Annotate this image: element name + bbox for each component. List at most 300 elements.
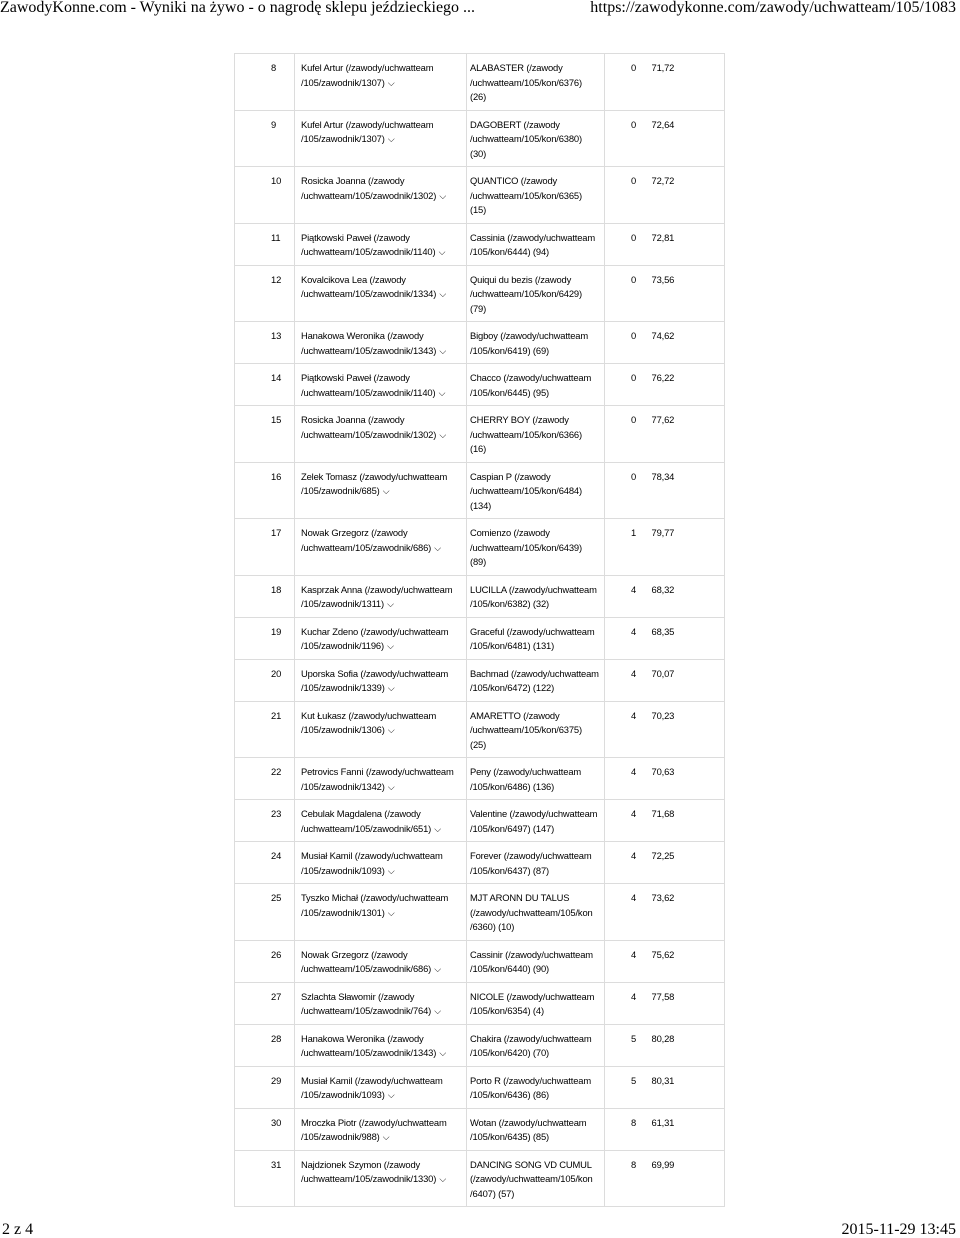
penalty-points: 0: [631, 62, 637, 73]
place-number: 8: [271, 62, 277, 73]
table-row: [235, 110, 725, 167]
penalties-cell: [605, 519, 635, 576]
horse-link-line[interactable]: Caspian P (/zawody: [470, 470, 551, 482]
horse-link-line[interactable]: Wotan (/zawody/uchwatteam: [470, 1116, 587, 1128]
horse-link-line[interactable]: /105/kon/6436) (86): [470, 1089, 549, 1100]
penalty-points: 0: [631, 414, 637, 425]
horse-link-line[interactable]: AMARETTO (/zawody: [470, 709, 560, 721]
rider-link-line[interactable]: Nowak Grzegorz (/zawody: [301, 948, 408, 960]
horse-cell: [467, 519, 605, 576]
penalties-cell: [605, 1108, 635, 1150]
place-number: 23: [271, 808, 282, 819]
time-value: 72,25: [651, 850, 675, 861]
results-table: [234, 53, 725, 1207]
horse-link-line[interactable]: ALABASTER (/zawody: [470, 62, 563, 73]
rider-link-line[interactable]: /105/zawodnik/1301): [301, 906, 385, 918]
time-value: 77,58: [651, 990, 675, 1002]
rider-link-line[interactable]: Hanakowa Weronika (/zawody: [301, 330, 424, 341]
horse-link-line[interactable]: Chacco (/zawody/uchwatteam: [470, 372, 592, 383]
horse-cell: [467, 1066, 605, 1108]
table-row: [235, 223, 725, 265]
chevron-down-icon[interactable]: ⌵: [387, 134, 395, 144]
horse-cell: [467, 167, 605, 224]
horse-link-line[interactable]: (26): [470, 91, 487, 102]
chevron-down-icon[interactable]: ⌵: [439, 345, 447, 356]
place-number: 24: [271, 850, 282, 861]
time-value: 73,62: [651, 892, 675, 903]
rider-link-line[interactable]: Petrovics Fanni (/zawody/uchwatteam: [301, 766, 454, 777]
place-number: 14: [271, 372, 282, 383]
table-row: [235, 1024, 725, 1066]
chevron-down-icon[interactable]: ⌵: [434, 823, 441, 834]
horse-link-line[interactable]: Bachmad (/zawody/uchwatteam: [470, 667, 599, 679]
horse-cell: [467, 940, 605, 982]
place-cell: [235, 1066, 295, 1108]
rider-link-line[interactable]: Kuchar Zdeno (/zawody/uchwatteam: [301, 625, 449, 637]
rider-link-line[interactable]: Kufel Artur (/zawody/uchwatteam: [301, 118, 434, 130]
time-value: 61,31: [651, 1116, 675, 1128]
penalties-cell: [605, 223, 635, 265]
place-cell: [235, 617, 295, 659]
time-cell: [635, 758, 725, 800]
horse-link-line[interactable]: /105/kon/6354) (4): [470, 1005, 544, 1016]
rider-link-line[interactable]: Kut Łukasz (/zawody/uchwatteam: [301, 709, 437, 721]
penalty-points: 4: [631, 709, 637, 721]
time-value: 75,62: [651, 948, 675, 960]
penalties-cell: [605, 462, 635, 519]
chevron-down-icon[interactable]: ⌵: [434, 542, 441, 553]
horse-link-line[interactable]: CHERRY BOY (/zawody: [470, 414, 569, 425]
chevron-down-icon[interactable]: ⌵: [387, 907, 395, 918]
place-number: 27: [271, 990, 282, 1002]
time-cell: [635, 364, 725, 406]
horse-link-line[interactable]: Comienzo (/zawody: [470, 527, 550, 538]
penalties-cell: [605, 617, 635, 659]
penalties-cell: [605, 884, 635, 941]
rider-cell: [295, 659, 467, 701]
rider-link-line[interactable]: Hanakowa Weronika (/zawody: [301, 1032, 424, 1044]
penalty-points: 0: [631, 231, 637, 243]
horse-link-line[interactable]: /105/kon/6435) (85): [470, 1131, 549, 1142]
horse-link-line[interactable]: /105/kon/6419) (69): [470, 344, 549, 356]
horse-link-line[interactable]: QUANTICO (/zawody: [470, 175, 558, 186]
horse-link-line[interactable]: Cassinia (/zawody/uchwatteam: [470, 231, 596, 243]
rider-link-line[interactable]: /uchwatteam/105/zawodnik/1330): [301, 1173, 437, 1184]
time-value: 68,32: [651, 583, 675, 595]
place-number: 26: [271, 948, 282, 960]
place-cell: [235, 364, 295, 406]
penalty-points: 0: [631, 273, 637, 285]
horse-link-line[interactable]: /6360) (10): [470, 921, 515, 932]
rider-cell: [295, 1150, 467, 1207]
penalties-cell: [605, 1150, 635, 1207]
penalties-cell: [605, 701, 635, 758]
rider-link-line[interactable]: Szlachta Sławomir (/zawody: [301, 990, 415, 1002]
place-number: 18: [271, 583, 282, 595]
horse-link-line[interactable]: /uchwatteam/105/kon/6365): [470, 189, 582, 201]
chevron-down-icon[interactable]: ⌵: [438, 247, 446, 257]
rider-link-line[interactable]: /uchwatteam/105/zawodnik/686): [301, 541, 432, 553]
chevron-down-icon[interactable]: ⌵: [439, 1174, 447, 1184]
rider-cell: [295, 110, 467, 167]
time-value: 70,07: [651, 667, 675, 679]
rider-link-line[interactable]: /uchwatteam/105/zawodnik/1302): [301, 189, 437, 201]
place-number: 15: [271, 414, 282, 425]
rider-link-line[interactable]: Zelek Tomasz (/zawody/uchwatteam: [301, 470, 448, 482]
horse-link-line[interactable]: (/zawody/uchwatteam/105/kon: [470, 906, 593, 918]
horse-link-line[interactable]: (30): [470, 147, 487, 159]
rider-link-line[interactable]: Rosicka Joanna (/zawody: [301, 175, 405, 186]
time-value: 79,77: [651, 527, 675, 538]
place-number: 16: [271, 470, 282, 482]
rider-cell: [295, 167, 467, 224]
table-row: [235, 364, 725, 406]
horse-link-line[interactable]: Valentine (/zawody/uchwatteam: [470, 808, 598, 819]
rider-link-line[interactable]: /105/zawodnik/1311): [301, 598, 384, 609]
place-cell: [235, 462, 295, 519]
horse-link-line[interactable]: Graceful (/zawody/uchwatteam: [470, 625, 595, 637]
horse-link-line[interactable]: (25): [470, 738, 487, 750]
penalty-points: 5: [631, 1032, 637, 1044]
horse-link-line[interactable]: /uchwatteam/105/kon/6439): [470, 541, 582, 553]
table-row: [235, 617, 725, 659]
penalties-cell: [605, 406, 635, 463]
time-cell: [635, 519, 725, 576]
chevron-down-icon[interactable]: ⌵: [387, 1090, 395, 1100]
rider-link-line[interactable]: /uchwatteam/105/zawodnik/1140): [301, 386, 436, 398]
print-header-title: ZawodyKonne.com - Wyniki na żywo - o nagrodę sklepu jeździeckiego ...: [0, 0, 476, 16]
horse-link-line[interactable]: (79): [470, 302, 487, 314]
place-cell: [235, 659, 295, 701]
rider-link-line[interactable]: /105/zawodnik/1307): [301, 133, 385, 144]
rider-cell: [295, 575, 467, 617]
horse-link-line[interactable]: /105/kon/6481) (131): [470, 640, 555, 651]
horse-link-line[interactable]: (/zawody/uchwatteam/105/kon: [470, 1173, 593, 1184]
place-number: 31: [271, 1158, 282, 1170]
time-cell: [635, 701, 725, 758]
time-cell: [635, 322, 725, 364]
horse-cell: [467, 701, 605, 758]
penalty-points: 1: [631, 527, 637, 538]
penalty-points: 4: [631, 583, 637, 595]
chevron-down-icon[interactable]: ⌵: [387, 77, 395, 88]
print-footer-page: 2 z 4: [2, 1221, 34, 1238]
time-value: 72,72: [651, 175, 675, 186]
horse-link-line[interactable]: /105/kon/6444) (94): [470, 246, 549, 257]
horse-link-line[interactable]: /105/kon/6497) (147): [470, 822, 555, 834]
horse-link-line[interactable]: Peny (/zawody/uchwatteam: [470, 766, 582, 777]
place-number: 19: [271, 625, 282, 637]
penalties-cell: [605, 982, 635, 1024]
penalty-points: 0: [631, 118, 637, 130]
rider-cell: [295, 940, 467, 982]
penalty-points: 8: [631, 1116, 637, 1128]
time-cell: [635, 982, 725, 1024]
chevron-down-icon[interactable]: ⌵: [439, 289, 447, 299]
place-cell: [235, 519, 295, 576]
time-value: 73,56: [651, 273, 675, 285]
place-cell: [235, 110, 295, 167]
table-row: [235, 842, 725, 884]
rider-link-line[interactable]: /105/zawodnik/1093): [301, 1089, 385, 1100]
place-cell: [235, 758, 295, 800]
horse-link-line[interactable]: Bigboy (/zawody/uchwatteam: [470, 330, 589, 341]
table-row: [235, 54, 725, 111]
penalties-cell: [605, 167, 635, 224]
time-cell: [635, 54, 725, 111]
chevron-down-icon[interactable]: ⌵: [439, 429, 447, 440]
horse-link-line[interactable]: DAGOBERT (/zawody: [470, 118, 560, 130]
rider-link-line[interactable]: Musiał Kamil (/zawody/uchwatteam: [301, 1074, 443, 1086]
penalty-points: 4: [631, 850, 637, 861]
time-value: 71,72: [651, 62, 675, 73]
horse-link-line[interactable]: (15): [470, 204, 487, 215]
penalty-points: 0: [631, 372, 637, 383]
rider-link-line[interactable]: /uchwatteam/105/zawodnik/764): [301, 1005, 432, 1016]
rider-cell: [295, 322, 467, 364]
rider-link-line[interactable]: Cebulak Magdalena (/zawody: [301, 808, 421, 819]
place-number: 13: [271, 330, 282, 341]
horse-link-line[interactable]: DANCING SONG VD CUMUL: [470, 1158, 592, 1170]
chevron-down-icon[interactable]: ⌵: [434, 1006, 441, 1016]
horse-link-line[interactable]: MJT ARONN DU TALUS: [470, 892, 570, 903]
rider-link-line[interactable]: /uchwatteam/105/zawodnik/1343): [301, 1047, 437, 1058]
rider-link-line[interactable]: Kufel Artur (/zawody/uchwatteam: [301, 62, 434, 73]
rider-link-line[interactable]: /105/zawodnik/685): [301, 485, 380, 496]
rider-link-line[interactable]: Rosicka Joanna (/zawody: [301, 414, 405, 425]
penalties-cell: [605, 54, 635, 111]
chevron-down-icon[interactable]: ⌵: [434, 964, 441, 974]
place-number: 10: [271, 175, 282, 186]
rider-cell: [295, 1066, 467, 1108]
horse-link-line[interactable]: Forever (/zawody/uchwatteam: [470, 850, 592, 861]
rider-link-line[interactable]: /105/zawodnik/1196): [301, 640, 384, 651]
table-row: [235, 406, 725, 463]
rider-link-line[interactable]: Mroczka Piotr (/zawody/uchwatteam: [301, 1116, 447, 1128]
chevron-down-icon[interactable]: ⌵: [387, 865, 395, 876]
table-row: [235, 1108, 725, 1150]
table-row: [235, 800, 725, 842]
rider-link-line[interactable]: Musiał Kamil (/zawody/uchwatteam: [301, 850, 443, 861]
time-cell: [635, 223, 725, 265]
table-row: [235, 575, 725, 617]
penalty-points: 4: [631, 892, 637, 903]
time-cell: [635, 800, 725, 842]
place-number: 11: [271, 231, 281, 243]
rider-cell: [295, 758, 467, 800]
place-number: 30: [271, 1116, 282, 1128]
penalties-cell: [605, 110, 635, 167]
time-value: 69,99: [651, 1158, 675, 1170]
rider-link-line[interactable]: /uchwatteam/105/zawodnik/1334): [301, 288, 437, 299]
rider-link-line[interactable]: Kovalcikova Lea (/zawody: [301, 273, 406, 285]
penalty-points: 4: [631, 625, 637, 637]
penalties-cell: [605, 322, 635, 364]
rider-link-line[interactable]: /105/zawodnik/988): [301, 1131, 380, 1142]
table-row: [235, 265, 725, 322]
place-cell: [235, 167, 295, 224]
time-cell: [635, 842, 725, 884]
rider-link-line[interactable]: /105/zawodnik/1342): [301, 780, 385, 792]
place-cell: [235, 223, 295, 265]
rider-link-line[interactable]: /uchwatteam/105/zawodnik/1302): [301, 428, 437, 440]
chevron-down-icon[interactable]: ⌵: [387, 781, 395, 792]
chevron-down-icon[interactable]: ⌵: [387, 725, 395, 735]
penalty-points: 5: [631, 1074, 637, 1086]
chevron-down-icon[interactable]: ⌵: [387, 683, 395, 693]
rider-cell: [295, 223, 467, 265]
place-cell: [235, 265, 295, 322]
horse-link-line[interactable]: (134): [470, 499, 492, 511]
penalty-points: 4: [631, 766, 637, 777]
horse-cell: [467, 758, 605, 800]
horse-cell: [467, 54, 605, 111]
horse-link-line[interactable]: /105/kon/6437) (87): [470, 864, 549, 876]
table-row: [235, 167, 725, 224]
penalties-cell: [605, 575, 635, 617]
time-value: 80,28: [651, 1032, 675, 1044]
place-number: 21: [271, 709, 282, 721]
place-cell: [235, 1024, 295, 1066]
horse-link-line[interactable]: /105/kon/6420) (70): [470, 1047, 549, 1058]
horse-link-line[interactable]: (16): [470, 443, 487, 454]
rider-link-line[interactable]: Tyszko Michał (/zawody/uchwatteam: [301, 892, 449, 903]
time-value: 70,23: [651, 709, 675, 721]
rider-link-line[interactable]: /uchwatteam/105/zawodnik/1140): [301, 246, 436, 257]
horse-link-line[interactable]: /105/kon/6472) (122): [470, 682, 555, 693]
chevron-down-icon[interactable]: ⌵: [439, 1048, 447, 1058]
place-cell: [235, 842, 295, 884]
rider-link-line[interactable]: Nowak Grzegorz (/zawody: [301, 527, 408, 538]
table-row: [235, 1066, 725, 1108]
horse-link-line[interactable]: Quiqui du bezis (/zawody: [470, 273, 572, 285]
chevron-down-icon[interactable]: ⌵: [387, 641, 394, 651]
rider-link-line[interactable]: /105/zawodnik/1093): [301, 864, 385, 876]
horse-cell: [467, 1150, 605, 1207]
horse-cell: [467, 982, 605, 1024]
time-value: 72,64: [651, 118, 675, 130]
time-value: 71,68: [651, 808, 675, 819]
horse-cell: [467, 110, 605, 167]
rider-link-line[interactable]: /105/zawodnik/1307): [301, 76, 385, 88]
penalties-cell: [605, 842, 635, 884]
horse-cell: [467, 884, 605, 941]
time-value: 76,22: [651, 372, 675, 383]
penalty-points: 0: [631, 470, 637, 482]
rider-link-line[interactable]: Najdzionek Szymon (/zawody: [301, 1158, 421, 1170]
rider-link-line[interactable]: /105/zawodnik/1339): [301, 682, 385, 693]
rider-link-line[interactable]: /uchwatteam/105/zawodnik/1343): [301, 344, 437, 356]
penalty-points: 4: [631, 948, 637, 960]
place-cell: [235, 322, 295, 364]
horse-link-line[interactable]: (89): [470, 556, 487, 567]
horse-link-line[interactable]: /105/kon/6486) (136): [470, 780, 555, 792]
place-number: 22: [271, 766, 282, 777]
horse-cell: [467, 659, 605, 701]
chevron-down-icon[interactable]: ⌵: [438, 387, 446, 398]
time-cell: [635, 884, 725, 941]
horse-cell: [467, 842, 605, 884]
rider-cell: [295, 701, 467, 758]
rider-link-line[interactable]: /105/zawodnik/1306): [301, 724, 385, 735]
time-cell: [635, 940, 725, 982]
rider-link-line[interactable]: Kasprzak Anna (/zawody/uchwatteam: [301, 583, 453, 595]
penalty-points: 0: [631, 330, 637, 341]
horse-link-line[interactable]: LUCILLA (/zawody/uchwatteam: [470, 583, 597, 595]
rider-cell: [295, 519, 467, 576]
horse-link-line[interactable]: Cassinir (/zawody/uchwatteam: [470, 948, 593, 960]
penalty-points: 4: [631, 808, 637, 819]
horse-cell: [467, 364, 605, 406]
place-number: 9: [271, 118, 277, 130]
horse-cell: [467, 265, 605, 322]
horse-link-line[interactable]: /105/kon/6382) (32): [470, 598, 549, 609]
place-cell: [235, 940, 295, 982]
penalties-cell: [605, 265, 635, 322]
rider-cell: [295, 265, 467, 322]
time-value: 80,31: [651, 1074, 675, 1086]
horse-link-line[interactable]: /uchwatteam/105/kon/6375): [470, 724, 582, 735]
penalty-points: 4: [631, 990, 637, 1002]
horse-link-line[interactable]: NICOLE (/zawody/uchwatteam: [470, 990, 595, 1002]
place-cell: [235, 1150, 295, 1207]
rider-cell: [295, 406, 467, 463]
rider-link-line[interactable]: /uchwatteam/105/zawodnik/651): [301, 822, 432, 834]
rider-link-line[interactable]: /uchwatteam/105/zawodnik/686): [301, 963, 432, 974]
chevron-down-icon[interactable]: ⌵: [387, 599, 394, 609]
horse-link-line[interactable]: Porto R (/zawody/uchwatteam: [470, 1074, 592, 1086]
penalties-cell: [605, 659, 635, 701]
time-cell: [635, 1024, 725, 1066]
table-row: [235, 940, 725, 982]
penalties-cell: [605, 940, 635, 982]
table-row: [235, 701, 725, 758]
chevron-down-icon[interactable]: ⌵: [439, 190, 447, 201]
horse-cell: [467, 462, 605, 519]
horse-link-line[interactable]: /105/kon/6445) (95): [470, 386, 549, 398]
horse-link-line[interactable]: Chakira (/zawody/uchwatteam: [470, 1032, 592, 1044]
rider-link-line[interactable]: Piątkowski Paweł (/zawody: [301, 231, 410, 243]
rider-link-line[interactable]: Piątkowski Paweł (/zawody: [301, 372, 410, 383]
horse-link-line[interactable]: /uchwatteam/105/kon/6366): [470, 428, 582, 440]
penalties-cell: [605, 1066, 635, 1108]
table-row: [235, 659, 725, 701]
horse-link-line[interactable]: /uchwatteam/105/kon/6429): [470, 288, 582, 299]
table-row: [235, 884, 725, 941]
time-cell: [635, 575, 725, 617]
horse-link-line[interactable]: /uchwatteam/105/kon/6380): [470, 133, 582, 144]
time-value: 68,35: [651, 625, 675, 637]
rider-cell: [295, 982, 467, 1024]
time-cell: [635, 462, 725, 519]
horse-link-line[interactable]: /uchwatteam/105/kon/6376): [470, 76, 582, 88]
penalties-cell: [605, 1024, 635, 1066]
place-number: 12: [271, 273, 282, 285]
rider-cell: [295, 842, 467, 884]
chevron-down-icon[interactable]: ⌵: [382, 1132, 390, 1142]
place-cell: [235, 884, 295, 941]
horse-link-line[interactable]: /uchwatteam/105/kon/6484): [470, 485, 582, 496]
horse-link-line[interactable]: /105/kon/6440) (90): [470, 963, 549, 974]
time-cell: [635, 265, 725, 322]
table-row: [235, 758, 725, 800]
horse-link-line[interactable]: /6407) (57): [470, 1187, 515, 1199]
penalty-points: 8: [631, 1158, 637, 1170]
chevron-down-icon[interactable]: ⌵: [382, 486, 390, 496]
time-value: 74,62: [651, 330, 675, 341]
rider-link-line[interactable]: Uporska Sofia (/zawody/uchwatteam: [301, 667, 449, 679]
horse-cell: [467, 575, 605, 617]
